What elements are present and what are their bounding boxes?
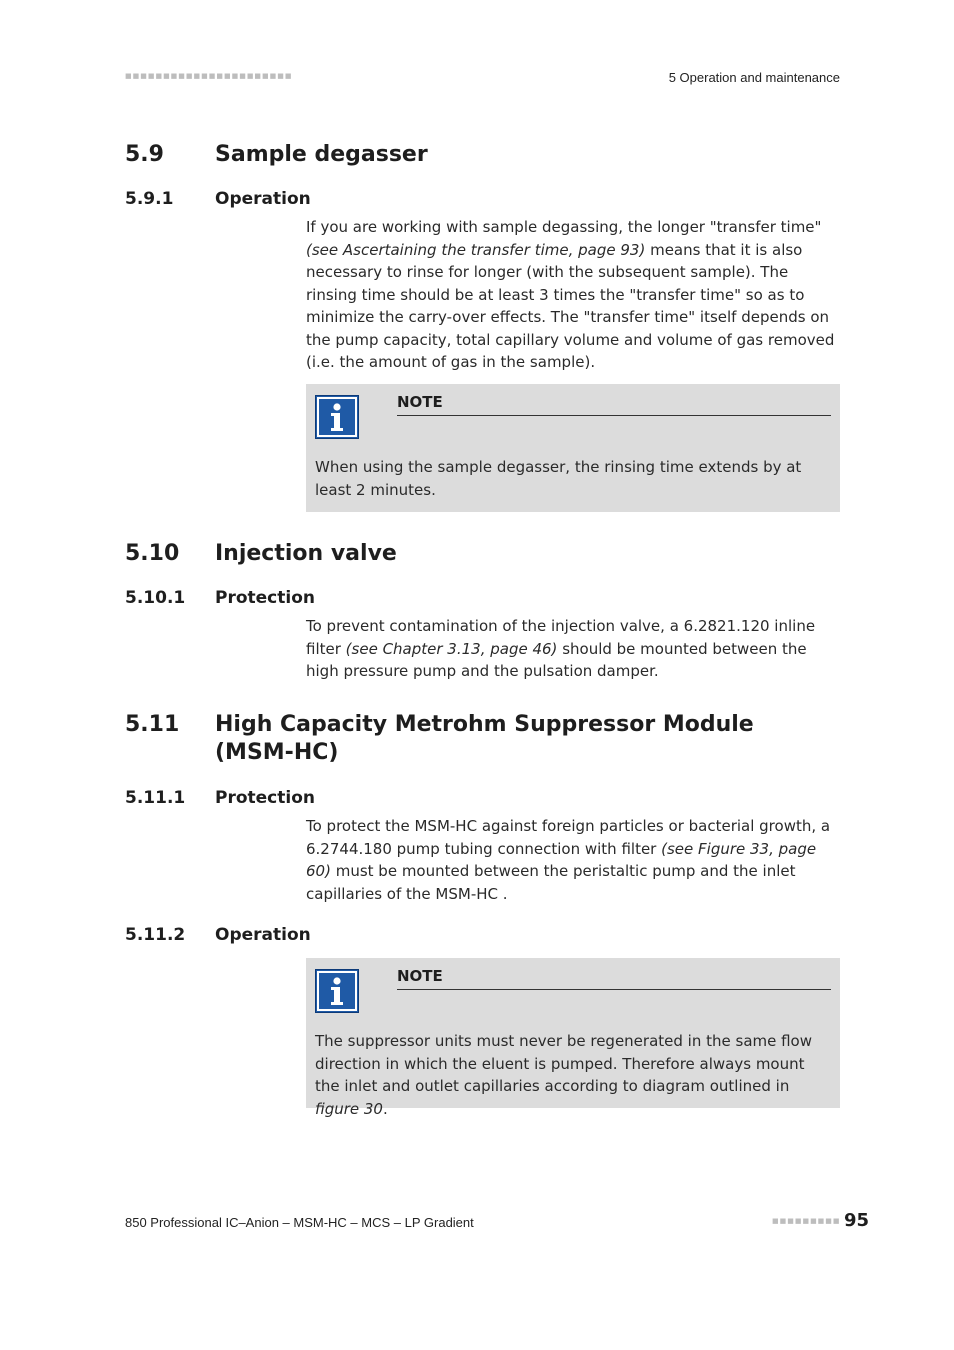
note-label: NOTE xyxy=(397,967,443,985)
note-label: NOTE xyxy=(397,393,443,411)
cross-reference-link[interactable]: (see Ascertaining the transfer time, page 93) xyxy=(306,240,646,259)
note-text: When using the sample degasser, the rinsing time extends by at least 2 minutes. xyxy=(315,458,802,499)
note-text xyxy=(315,1030,828,1120)
protection-paragraph xyxy=(306,615,840,683)
page-number: 95 xyxy=(844,1210,870,1231)
paragraph-text: should be mounted between the high pressure pump and the pulsation damper. xyxy=(306,639,807,680)
section-title: Sample degasser xyxy=(215,142,428,167)
section-title: High Capacity Metrohm Suppressor Module (MSM-HC) xyxy=(215,712,754,765)
section-title: Injection valve xyxy=(215,541,397,566)
note-text-part: The suppressor units must never be regenerated in the same flow direction in which the eluent is pumped. Therefore always mount the inlet and outlet capillaries according to diagram outlined in xyxy=(315,1032,813,1095)
msm-protection-paragraph xyxy=(306,815,840,905)
note-box xyxy=(306,384,840,512)
operation-paragraph xyxy=(306,216,840,374)
section-number: 5.9 xyxy=(125,142,164,167)
info-icon xyxy=(315,969,359,1013)
footer-product-name: 850 Professional IC–Anion – MSM-HC – MCS – LP Gradient xyxy=(125,1215,474,1230)
note-divider xyxy=(397,415,831,416)
paragraph-text: If you are working with sample degassing, the longer "transfer time" xyxy=(306,218,822,236)
paragraph-text: means that it is also necessary to rinse for longer (with the subsequent sample). The rinsing time should be at least 3 times the "transfer time" so as to minimize the carry-over effects. The "transfer time" itself depends on the pump capacity, total capillary volume and volume of gas removed (i.e. the amount of gas in the sample). xyxy=(306,240,835,371)
note-box xyxy=(306,958,840,1118)
note-divider xyxy=(397,989,831,990)
header-decoration: ■■■■■■■■■■■■■■■■■■■■■■ xyxy=(125,72,293,80)
subsection-number: 5.10.1 xyxy=(125,588,186,608)
paragraph-text: To prevent contamination of the injection valve, a 6.2821.120 inline filter xyxy=(306,617,816,658)
cross-reference-link[interactable]: (see Chapter 3.13, page 46) xyxy=(345,639,558,658)
section-number: 5.10 xyxy=(125,541,180,566)
paragraph-text: To protect the MSM-HC against foreign particles or bacterial growth, a 6.2744.180 pump tubing connection with filter xyxy=(306,817,831,858)
subsection-number: 5.9.1 xyxy=(125,189,174,209)
footer-decoration: ■■■■■■■■■ xyxy=(772,1217,841,1225)
paragraph-text: must be mounted between the peristaltic pump and the inlet capillaries of the MSM-HC . xyxy=(306,862,796,903)
section-number: 5.11 xyxy=(125,712,180,737)
subsection-title: Protection xyxy=(215,788,315,808)
running-header-chapter: 5 Operation and maintenance xyxy=(668,70,840,85)
subsection-title: Protection xyxy=(215,588,315,608)
cross-reference-link[interactable]: (see Figure 33, page 60) xyxy=(306,839,817,880)
cross-reference-link[interactable]: figure 30 xyxy=(315,1099,383,1118)
note-text-part: . xyxy=(382,1099,388,1118)
info-icon xyxy=(315,395,359,439)
subsection-number: 5.11.1 xyxy=(125,788,186,808)
subsection-title: Operation xyxy=(215,189,311,209)
subsection-number: 5.11.2 xyxy=(125,925,186,945)
subsection-title: Operation xyxy=(215,925,311,945)
